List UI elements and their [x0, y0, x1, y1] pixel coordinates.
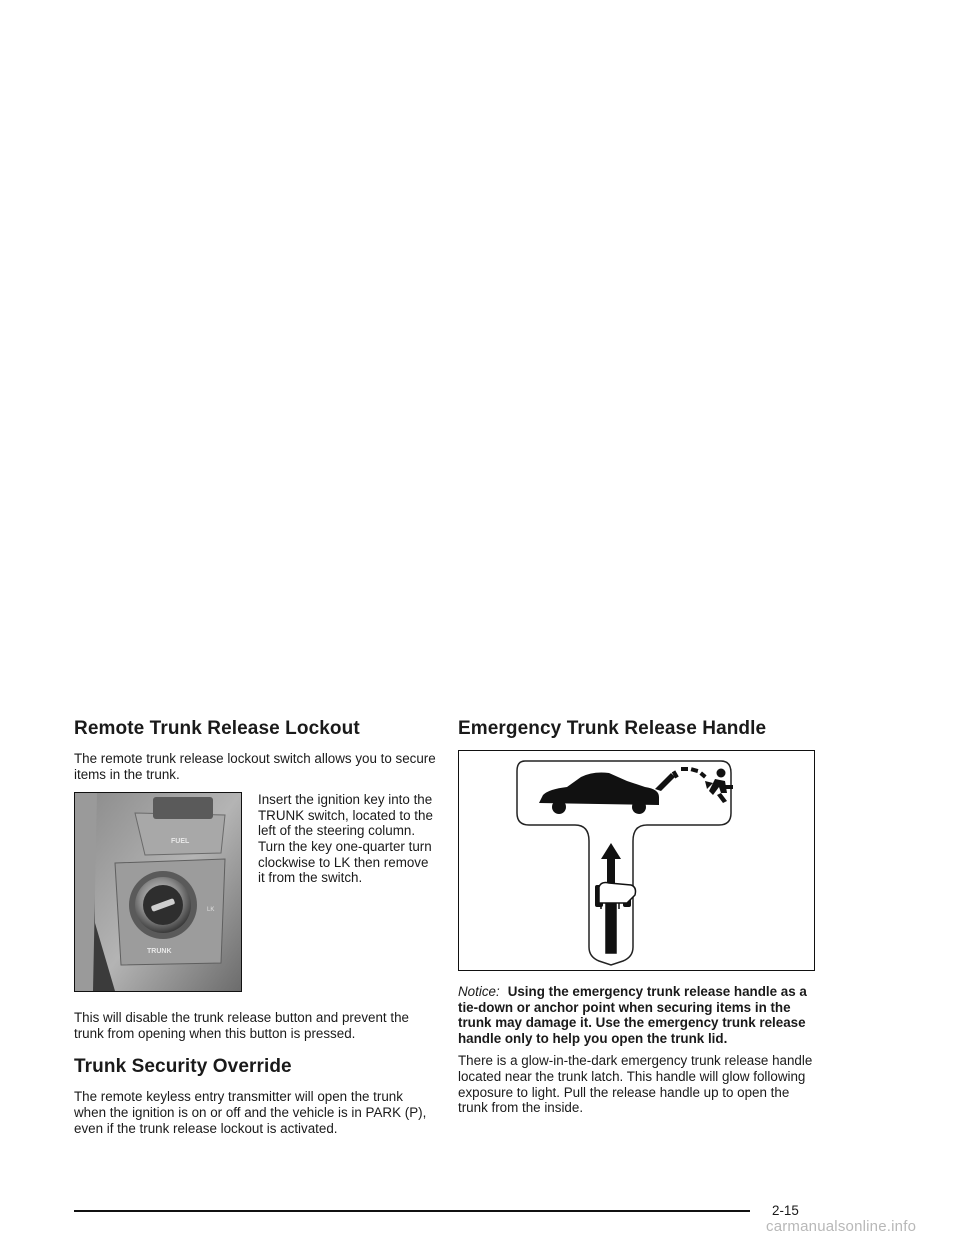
- disable-paragraph: This will disable the trunk release button and prevent the trunk from opening when this button is pressed.: [74, 1010, 409, 1041]
- notice-label: Notice:: [458, 984, 500, 999]
- trunk-label: TRUNK: [147, 948, 172, 956]
- glow-handle-paragraph: There is a glow-in-the-dark emergency trunk release handle located near the trunk latch. This handle will glow following exposure to light. Pull the release handle up to open the trunk from the inside.: [458, 1053, 813, 1116]
- lockout-figure-row: [74, 792, 436, 992]
- left-column: [74, 716, 436, 1136]
- intro-paragraph: The remote trunk release lockout switch allows you to secure items in the trunk.: [74, 751, 436, 782]
- footer-rule: [74, 1210, 750, 1212]
- svg-text:LK: LK: [207, 907, 215, 914]
- release-handle-diagram: [458, 750, 815, 971]
- notice-body: Using the emergency trunk release handle as a tie-down or anchor point when securing items in the trunk may damage it. Use the emergency trunk release handle only to help you open the trunk lid.: [458, 984, 807, 1046]
- fuel-label: FUEL: [171, 838, 190, 846]
- notice-paragraph: [458, 984, 818, 1046]
- watermark: carmanualsonline.info: [766, 1218, 917, 1235]
- right-column: [458, 716, 818, 1116]
- ignition-key-instructions: Insert the ignition key into the TRUNK switch, located to the left of the steering column. Turn the key one-quarter turn clockwise to LK then remove it from the switch.: [258, 792, 433, 886]
- heading-remote-trunk-release-lockout: Remote Trunk Release Lockout: [74, 718, 360, 739]
- heading-trunk-security-override: Trunk Security Override: [74, 1056, 292, 1078]
- page-number: 2-15: [772, 1203, 799, 1218]
- override-paragraph: The remote keyless entry transmitter will open the trunk when the ignition is on or off and the vehicle is in PARK (P), even if the trunk release lockout is activated.: [74, 1089, 427, 1136]
- heading-emergency-trunk-release-handle: Emergency Trunk Release Handle: [458, 718, 767, 739]
- trunk-switch-photo: [74, 792, 242, 992]
